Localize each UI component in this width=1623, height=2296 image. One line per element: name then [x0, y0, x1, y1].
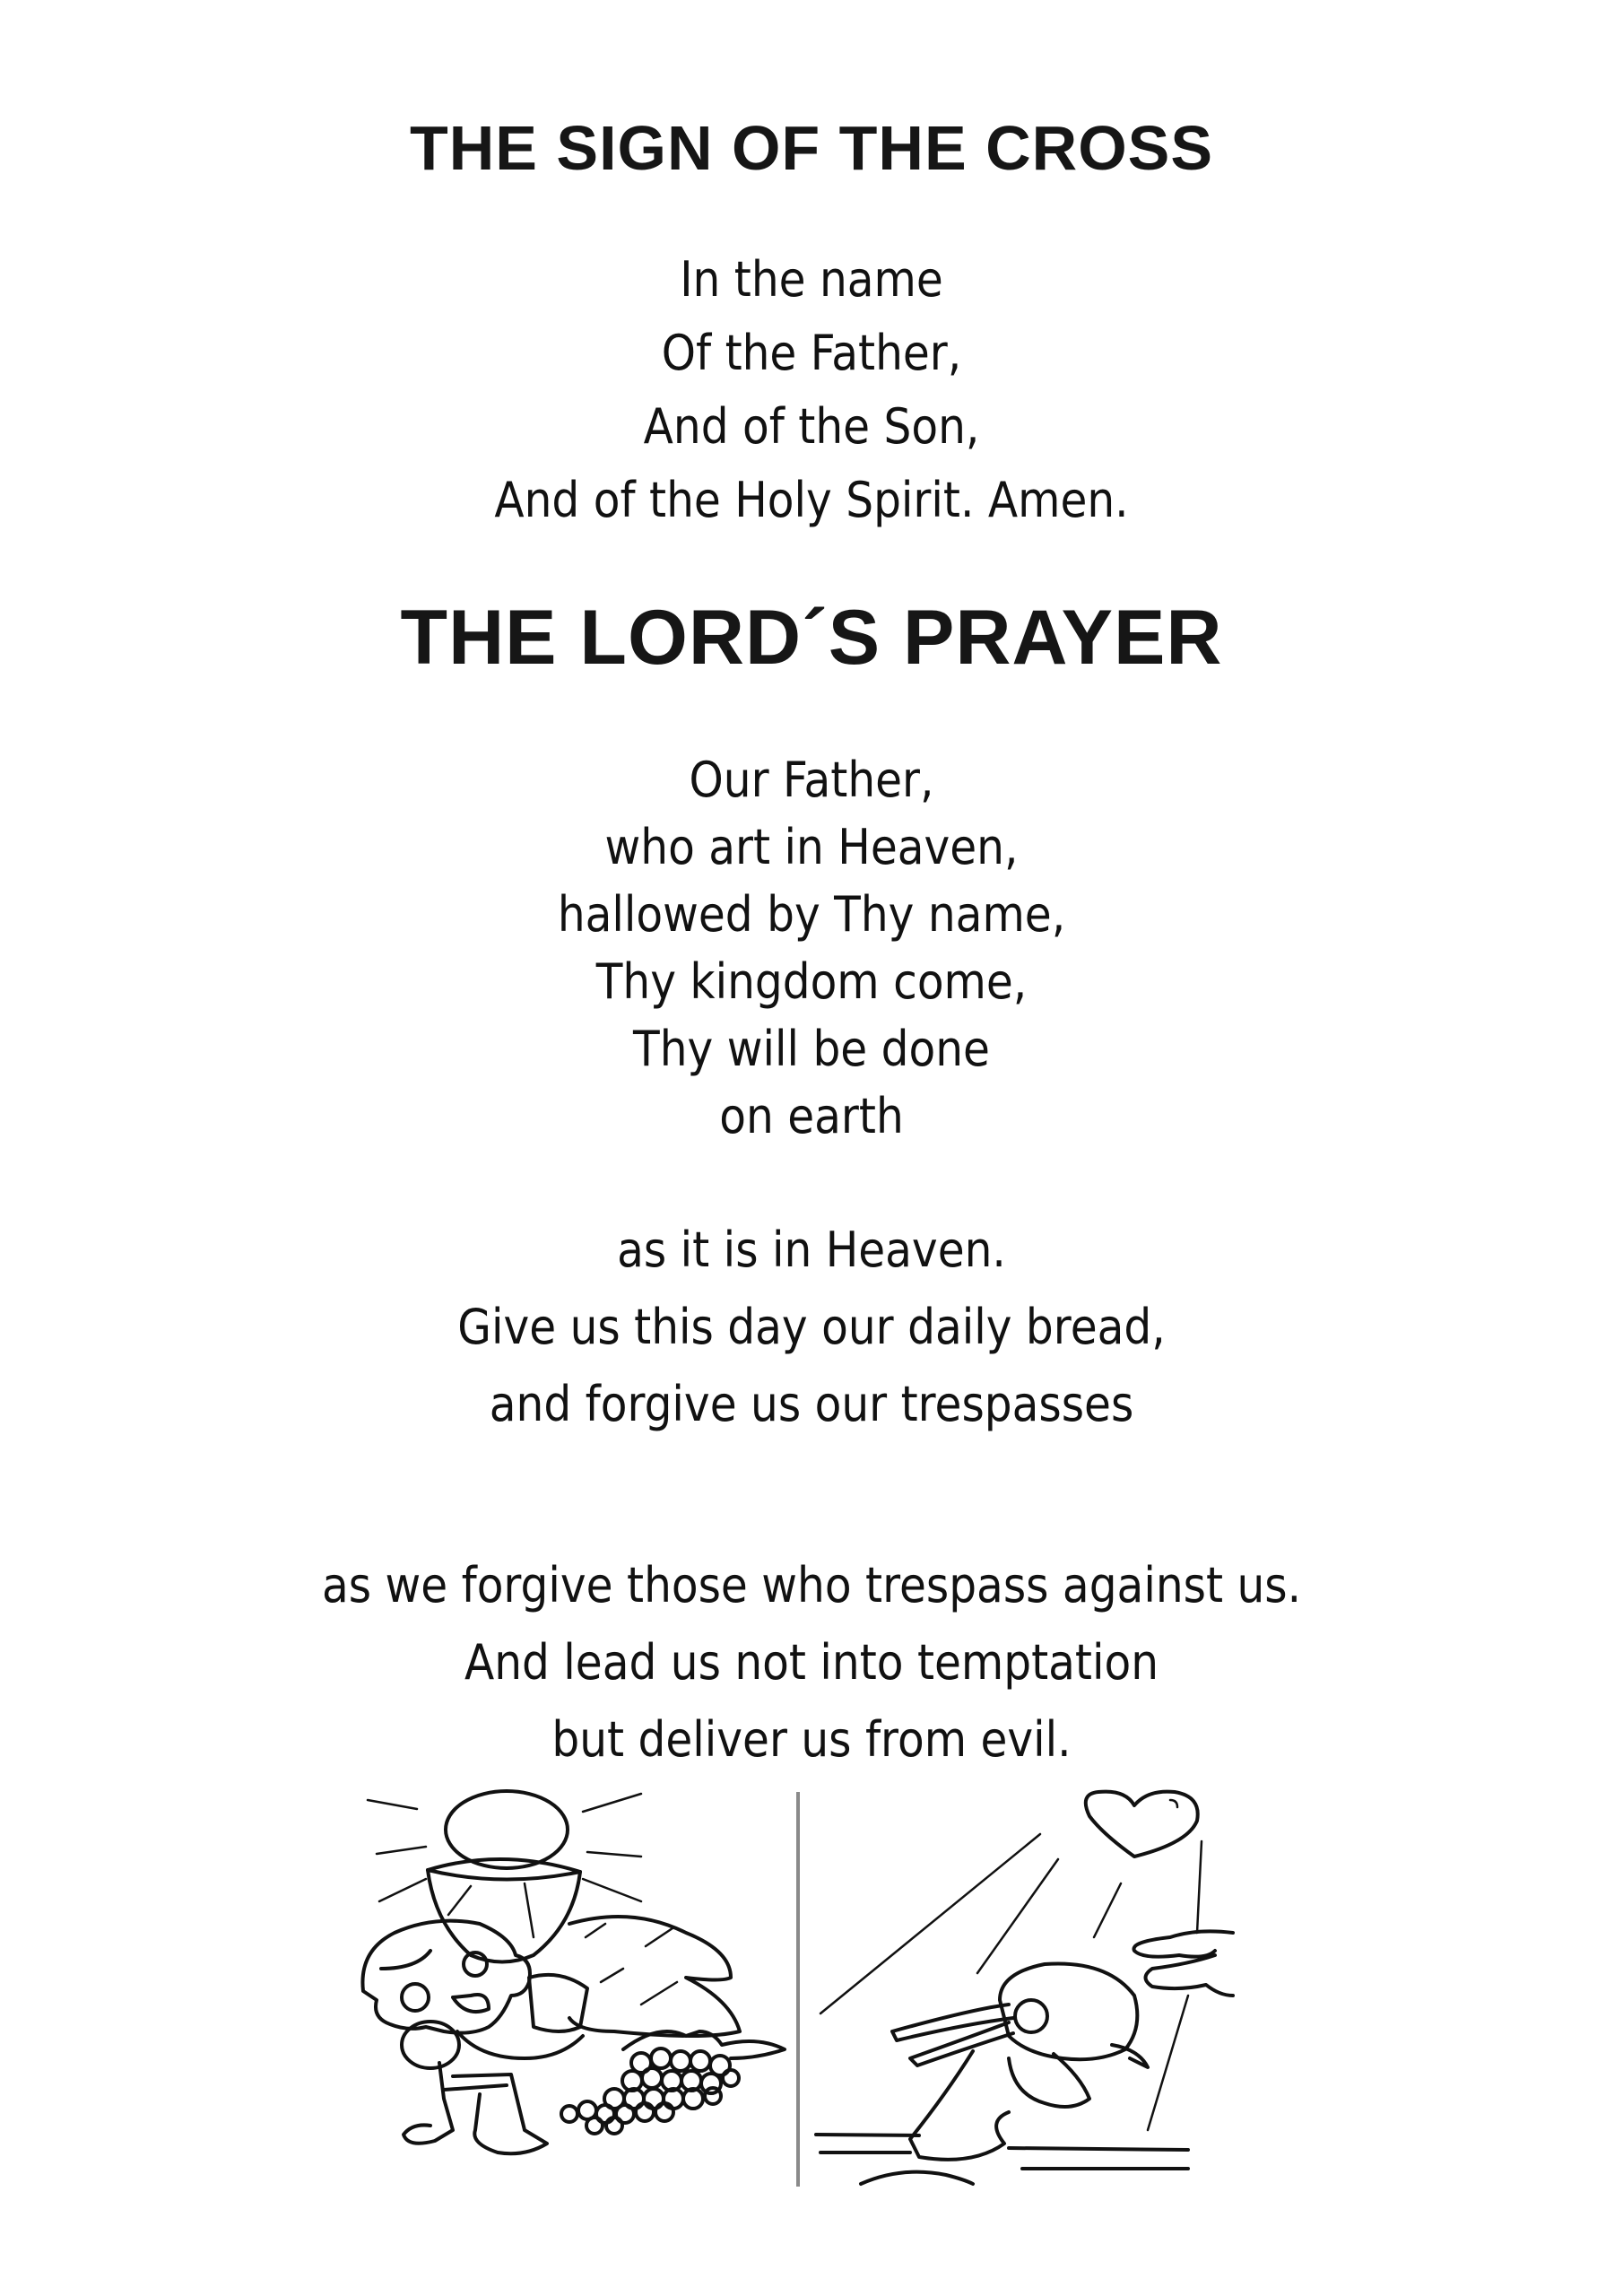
girl-praying-with-heart-illustration	[794, 1789, 1260, 2197]
light-rays	[820, 1834, 1202, 2130]
prayer-line: who art in Heaven,	[604, 819, 1019, 875]
prayer-line: Thy kingdom come,	[595, 953, 1028, 1010]
sign-of-the-cross-title: THE SIGN OF THE CROSS	[409, 113, 1214, 183]
light-rays	[368, 1794, 641, 1937]
boy-with-chalice-bread-grapes-illustration	[345, 1789, 794, 2197]
grapes-icon	[561, 2031, 785, 2134]
prayer-line: Thy will be done	[633, 1021, 990, 1077]
sign-of-cross-line: And of the Holy Spirit. Amen.	[494, 472, 1129, 528]
prayer-line: on earth	[719, 1088, 904, 1144]
prayer-line: hallowed by Thy name,	[557, 886, 1066, 943]
helping-hands-icon	[1134, 1931, 1234, 1996]
prayer-line: as we forgive those who trespass against us.	[321, 1557, 1302, 1613]
bread-icon	[569, 1917, 740, 2036]
girl-figure	[816, 1963, 1188, 2184]
prayer-line: and forgive us our trespasses	[489, 1376, 1134, 1432]
prayer-line: And lead us not into temptation	[464, 1634, 1159, 1691]
lords-prayer-title: THE LORD´S PRAYER	[400, 595, 1223, 681]
sign-of-cross-line: And of the Son,	[643, 398, 980, 455]
sign-of-cross-line: Of the Father,	[661, 325, 962, 381]
prayer-line: Give us this day our daily bread,	[457, 1299, 1166, 1355]
sign-of-cross-line: In the name	[680, 251, 943, 308]
host-icon	[446, 1791, 568, 1868]
heart-icon	[1086, 1792, 1198, 1857]
prayer-line: as it is in Heaven.	[617, 1222, 1006, 1278]
prayer-line: Our Father,	[689, 752, 934, 808]
prayer-line: but deliver us from evil.	[551, 1711, 1072, 1768]
